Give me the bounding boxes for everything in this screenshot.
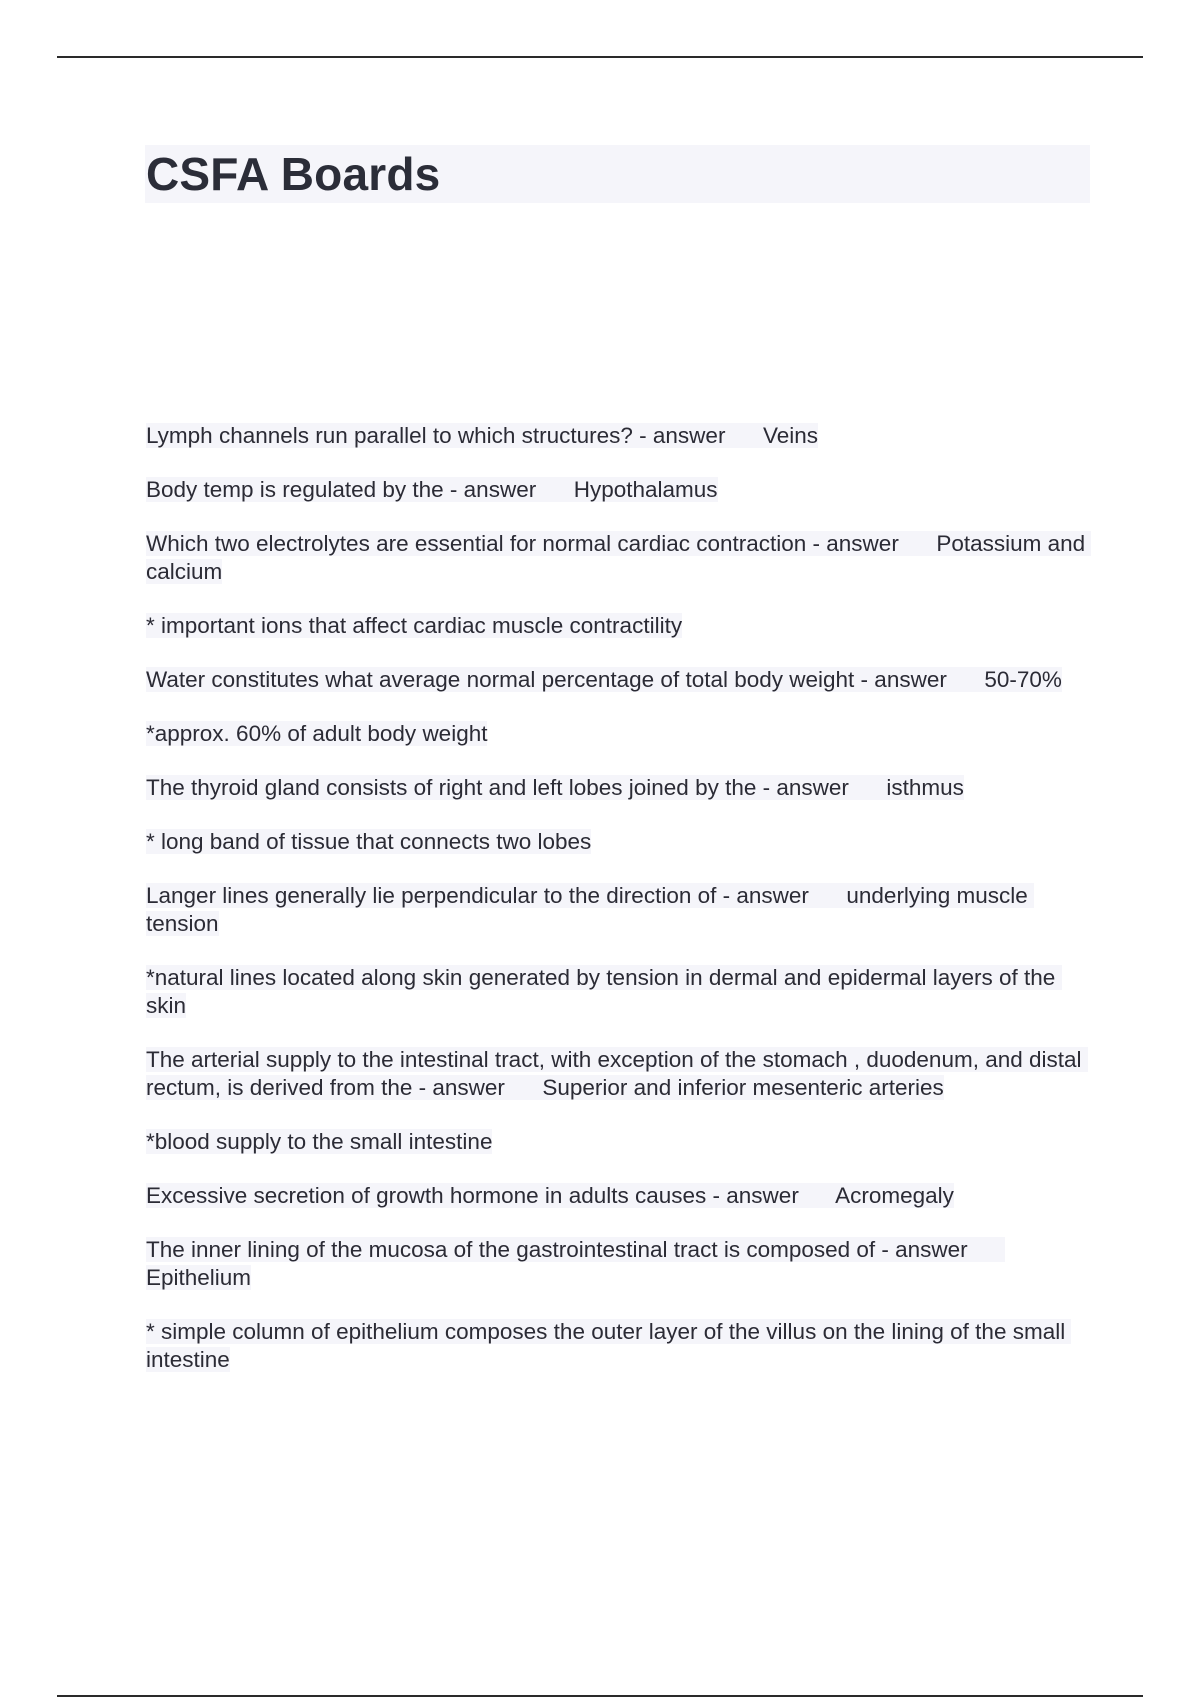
entry-text: *approx. 60% of adult body weight bbox=[146, 721, 488, 746]
flashcard-note bbox=[146, 612, 1096, 640]
flashcard-note bbox=[146, 1128, 1096, 1156]
entry-text: The thyroid gland consists of right and left lobes joined by the - answer isthmus bbox=[146, 775, 964, 800]
entry-text: * long band of tissue that connects two lobes bbox=[146, 829, 592, 854]
flashcard-note bbox=[146, 828, 1096, 856]
entry-text: *blood supply to the small intestine bbox=[146, 1129, 493, 1154]
document-title: CSFA Boards bbox=[146, 148, 441, 200]
bottom-rule bbox=[57, 1695, 1143, 1697]
entry-text: * simple column of epithelium composes the outer layer of the villus on the lining of the small intestine bbox=[146, 1319, 1072, 1372]
entry-text: Langer lines generally lie perpendicular to the direction of - answer underlying muscle tension bbox=[146, 883, 1034, 936]
entry-text: Excessive secretion of growth hormone in adults causes - answer Acromegaly bbox=[146, 1183, 954, 1208]
flashcard-note bbox=[146, 720, 1096, 748]
flashcard-entry bbox=[146, 666, 1096, 694]
entry-text: * important ions that affect cardiac muscle contractility bbox=[146, 613, 683, 638]
flashcard-list bbox=[146, 422, 1096, 1400]
flashcard-entry bbox=[146, 476, 1096, 504]
flashcard-entry bbox=[146, 530, 1096, 586]
entry-text: Which two electrolytes are essential for normal cardiac contraction - answer Potassium and calcium bbox=[146, 531, 1092, 584]
entry-text: Water constitutes what average normal percentage of total body weight - answer 50-70% bbox=[146, 667, 1062, 692]
flashcard-entry bbox=[146, 422, 1096, 450]
flashcard-entry bbox=[146, 882, 1096, 938]
entry-text: *natural lines located along skin generated by tension in dermal and epidermal layers of the skin bbox=[146, 965, 1062, 1018]
entry-text: Body temp is regulated by the - answer Hypothalamus bbox=[146, 477, 718, 502]
flashcard-entry bbox=[146, 1182, 1096, 1210]
flashcard-note bbox=[146, 964, 1096, 1020]
top-rule bbox=[57, 56, 1143, 58]
flashcard-entry bbox=[146, 1236, 1096, 1292]
flashcard-note bbox=[146, 1318, 1096, 1374]
entry-text: Lymph channels run parallel to which structures? - answer Veins bbox=[146, 423, 818, 448]
flashcard-entry bbox=[146, 774, 1096, 802]
entry-text: The inner lining of the mucosa of the gastrointestinal tract is composed of - answer Epithelium bbox=[146, 1237, 1006, 1290]
flashcard-entry bbox=[146, 1046, 1096, 1102]
entry-text: The arterial supply to the intestinal tract, with exception of the stomach , duodenum, and distal rectum, is derived from the - answer Superior and inferior mesenteric arteries bbox=[146, 1047, 1088, 1100]
